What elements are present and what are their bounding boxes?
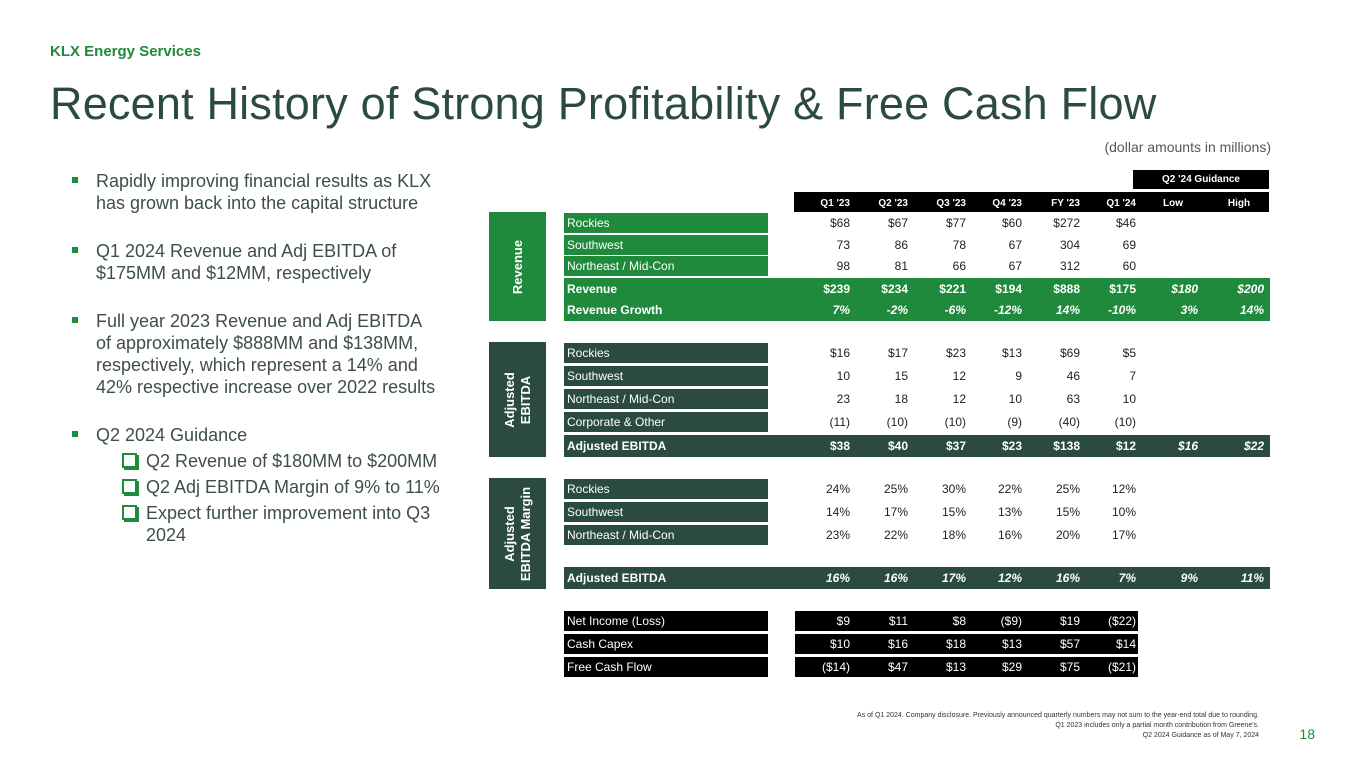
table-cell: $57	[1059, 637, 1080, 651]
sub-bullet-item: Q2 Adj EBITDA Margin of 9% to 11%	[96, 476, 440, 498]
checkbox-bullet-icon	[122, 453, 137, 468]
column-header: High	[1227, 198, 1251, 209]
bullet-item: Q2 2024 Guidance Q2 Revenue of $180MM to $200MM Q2 Adj EBITDA Margin of 9% to 11% Expect further improvement into Q3 2024	[70, 424, 440, 546]
table-cell: 25%	[1055, 482, 1080, 496]
table-cell: $13	[1001, 637, 1022, 651]
table-cell: 12%	[1111, 482, 1136, 496]
table-cell: 73	[836, 238, 850, 252]
sub-bullet-list	[96, 450, 440, 546]
table-cell: 78	[952, 238, 966, 252]
table-cell: ($22)	[1107, 614, 1136, 628]
table-cell: 46	[1066, 369, 1080, 383]
column-header: Q4 '23	[992, 198, 1022, 209]
table-cell: 25%	[883, 482, 908, 496]
table-cell: 7%	[1118, 571, 1136, 585]
table-cell: ($21)	[1107, 660, 1136, 674]
units-note: (dollar amounts in millions)	[1104, 139, 1271, 155]
column-header: Q1 '23	[820, 198, 850, 209]
row-label: Revenue Growth	[567, 303, 663, 317]
row-label: Rockies	[564, 213, 768, 233]
table-cell: 18	[894, 392, 908, 406]
row-label: Northeast / Mid-Con	[564, 389, 768, 409]
table-cell: 18%	[941, 528, 966, 542]
table-cell: $23	[945, 346, 966, 360]
table-cell: $40	[887, 439, 908, 453]
table-cell: 67	[1008, 259, 1022, 273]
column-header: Low	[1163, 198, 1183, 209]
table-cell: 312	[1059, 259, 1080, 273]
table-cell: 9	[1015, 369, 1022, 383]
column-header: FY '23	[1051, 198, 1080, 209]
table-cell: 86	[894, 238, 908, 252]
table-cell: -6%	[944, 303, 966, 317]
table-cell: 23	[836, 392, 850, 406]
row-label: Adjusted EBITDA	[567, 571, 667, 585]
table-cell: $9	[836, 614, 850, 628]
row-label: Free Cash Flow	[564, 657, 768, 677]
row-label: Net Income (Loss)	[564, 611, 768, 631]
total-row	[564, 299, 1270, 321]
table-cell: 16%	[883, 571, 908, 585]
table-cell: $23	[1001, 439, 1022, 453]
table-cell: 12%	[997, 571, 1022, 585]
table-cell: $68	[829, 216, 850, 230]
table-cell: $47	[887, 660, 908, 674]
table-cell: 16%	[1055, 571, 1080, 585]
table-cell: $221	[939, 282, 966, 296]
table-cell: 16%	[997, 528, 1022, 542]
table-cell: $888	[1053, 282, 1080, 296]
bullet-square-icon	[72, 317, 78, 323]
table-cell: $194	[995, 282, 1022, 296]
table-cell: 23%	[825, 528, 850, 542]
bullet-item: Rapidly improving financial results as KLX has grown back into the capital structure	[70, 170, 440, 214]
table-cell: $272	[1053, 216, 1080, 230]
table-cell: $138	[1053, 439, 1080, 453]
table-cell: $234	[881, 282, 908, 296]
row-label: Revenue	[567, 282, 618, 296]
table-cell: $5	[1122, 346, 1136, 360]
table-cell: 20%	[1055, 528, 1080, 542]
table-cell: 17%	[1111, 528, 1136, 542]
sub-bullet-item: Q2 Revenue of $180MM to $200MM	[96, 450, 440, 472]
page-number: 18	[1299, 726, 1315, 742]
table-cell: $13	[1001, 346, 1022, 360]
table-cell: $38	[829, 439, 850, 453]
row-label: Adjusted EBITDA	[567, 439, 667, 453]
table-cell: (10)	[886, 415, 908, 429]
table-cell: $29	[1001, 660, 1022, 674]
table-cell: 17%	[941, 571, 966, 585]
table-cell: 22%	[883, 528, 908, 542]
table-cell: ($14)	[821, 660, 850, 674]
table-cell: 98	[836, 259, 850, 273]
table-cell: 7%	[832, 303, 850, 317]
table-cell: $16	[887, 637, 908, 651]
table-cell: $18	[945, 637, 966, 651]
table-cell: $200	[1237, 282, 1264, 296]
table-cell: $12	[1115, 439, 1136, 453]
table-cell: 81	[894, 259, 908, 273]
total-row	[564, 567, 1270, 589]
row-label: Southwest	[564, 366, 768, 386]
table-cell: $13	[945, 660, 966, 674]
page-title: Recent History of Strong Profitability & Free Cash Flow	[50, 78, 1157, 129]
bullet-item: Q1 2024 Revenue and Adj EBITDA of $175MM and $12MM, respectively	[70, 240, 440, 284]
bullet-item: Full year 2023 Revenue and Adj EBITDA of approximately $888MM and $138MM, respectively, which represent a 14% and 42% respective increase over 2022 results	[70, 310, 440, 398]
table-cell: $67	[887, 216, 908, 230]
table-cell: 10%	[1111, 505, 1136, 519]
table-cell: 14%	[825, 505, 850, 519]
table-cell: 304	[1059, 238, 1080, 252]
table-cell: 24%	[825, 482, 850, 496]
row-label: Northeast / Mid-Con	[564, 525, 768, 545]
table-cell: 15	[894, 369, 908, 383]
row-label: Southwest	[564, 502, 768, 522]
footnotes: As of Q1 2024. Company disclosure. Previously announced quarterly numbers may not sum to the year-end total due to rounding. Q1 2023 includes only a partial month contribution from Greene's. Q2 2024 Guidance as of May 7, 2024	[857, 712, 1259, 739]
table-cell: (10)	[1114, 415, 1136, 429]
table-cell: $10	[829, 637, 850, 651]
row-label: Northeast / Mid-Con	[564, 256, 768, 276]
row-label: Southwest	[564, 235, 768, 255]
table-cell: 67	[1008, 238, 1022, 252]
table-cell: $16	[1177, 439, 1198, 453]
column-header-row	[794, 192, 1269, 212]
column-header: Q3 '23	[936, 198, 966, 209]
table-cell: 16%	[825, 571, 850, 585]
table-cell: $17	[887, 346, 908, 360]
sub-bullet-item: Expect further improvement into Q3 2024	[96, 502, 440, 546]
table-cell: (9)	[1007, 415, 1022, 429]
section-label: Revenue	[489, 212, 546, 321]
column-header: Q1 '24	[1106, 198, 1136, 209]
table-cell: -2%	[886, 303, 908, 317]
table-cell: $239	[823, 282, 850, 296]
table-cell: $75	[1059, 660, 1080, 674]
checkbox-bullet-icon	[122, 479, 137, 494]
table-cell: $37	[945, 439, 966, 453]
bullet-square-icon	[72, 431, 78, 437]
checkbox-bullet-icon	[122, 505, 137, 520]
table-cell: (40)	[1058, 415, 1080, 429]
table-cell: 14%	[1239, 303, 1264, 317]
table-cell: $16	[829, 346, 850, 360]
table-cell: $180	[1171, 282, 1198, 296]
table-cell: $14	[1115, 637, 1136, 651]
total-row	[564, 435, 1270, 457]
row-label: Corporate & Other	[564, 412, 768, 432]
table-cell: 3%	[1180, 303, 1198, 317]
table-cell: ($9)	[1000, 614, 1022, 628]
column-header: Q2 '23	[878, 198, 908, 209]
table-cell: 66	[952, 259, 966, 273]
guidance-header: Q2 '24 Guidance	[1133, 170, 1269, 189]
table-cell: $46	[1115, 216, 1136, 230]
table-cell: $60	[1001, 216, 1022, 230]
table-cell: 10	[1008, 392, 1022, 406]
table-cell: 15%	[941, 505, 966, 519]
table-cell: $11	[888, 614, 908, 628]
table-cell: 10	[836, 369, 850, 383]
table-cell: 9%	[1180, 571, 1198, 585]
table-cell: 13%	[997, 505, 1022, 519]
table-cell: 17%	[883, 505, 908, 519]
table-cell: 63	[1066, 392, 1080, 406]
table-cell: 10	[1122, 392, 1136, 406]
table-cell: (11)	[829, 415, 850, 429]
row-label: Cash Capex	[564, 634, 768, 654]
table-cell: 12	[952, 369, 966, 383]
table-cell: 15%	[1055, 505, 1080, 519]
row-label: Rockies	[564, 479, 768, 499]
table-cell: 30%	[941, 482, 966, 496]
bullet-list	[70, 170, 440, 550]
section-label: Adjusted EBITDA Margin	[489, 478, 546, 589]
table-cell: (10)	[944, 415, 966, 429]
table-cell: 7	[1129, 369, 1136, 383]
table-cell: $19	[1059, 614, 1080, 628]
table-cell: -12%	[993, 303, 1022, 317]
bullet-square-icon	[72, 247, 78, 253]
table-cell: $22	[1243, 439, 1264, 453]
table-cell: $77	[945, 216, 966, 230]
table-cell: $69	[1059, 346, 1080, 360]
table-cell: 14%	[1055, 303, 1080, 317]
brand-name: KLX Energy Services	[50, 43, 201, 60]
table-cell: $175	[1109, 282, 1136, 296]
table-cell: 60	[1122, 259, 1136, 273]
row-label: Rockies	[564, 343, 768, 363]
table-cell: $8	[952, 614, 966, 628]
table-cell: 12	[952, 392, 966, 406]
table-cell: -10%	[1107, 303, 1136, 317]
section-label: Adjusted EBITDA	[489, 342, 546, 457]
total-row	[564, 278, 1270, 300]
bullet-square-icon	[72, 177, 78, 183]
table-cell: 69	[1122, 238, 1136, 252]
table-cell: 11%	[1240, 571, 1264, 585]
table-cell: 22%	[997, 482, 1022, 496]
